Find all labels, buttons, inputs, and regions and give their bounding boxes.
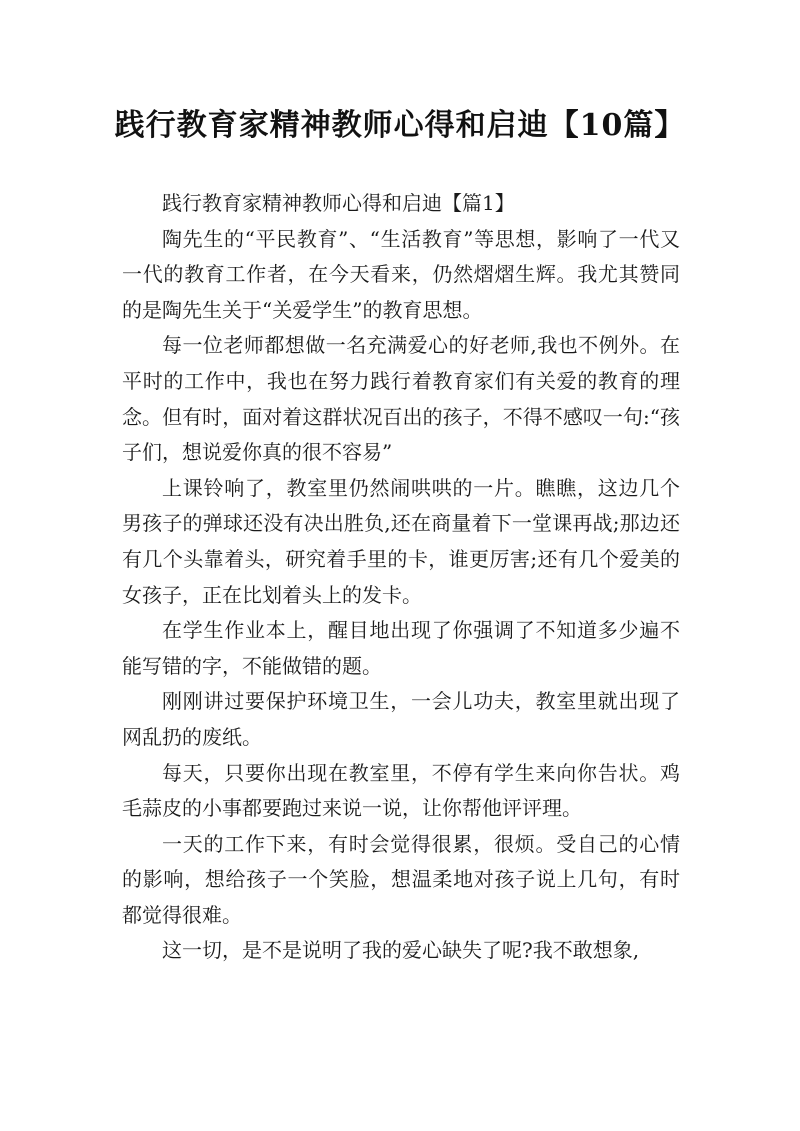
paragraph-7: 一天的工作下来，有时会觉得很累，很烦。受自己的心情的影响，想给孩子一个笑脸，想温柔地对孩子说上几句，有时都觉得很难。	[122, 831, 680, 927]
page-title: 践行教育家精神教师心得和启迪【10篇】	[114, 108, 686, 143]
paragraph-2: 每一位老师都想做一名充满爱心的好老师,我也不例外。在平时的工作中，我也在努力践行着教育家们有关爱的教育的理念。但有时，面对着这群状况百出的孩子，不得不感叹一句:“孩子们，想说爱你真的很不容易”	[122, 333, 680, 465]
paragraph-6: 每天，只要你出现在教室里，不停有学生来向你告状。鸡毛蒜皮的小事都要跑过来说一说，让你帮他评评理。	[122, 760, 680, 821]
paragraph-3: 上课铃响了，教室里仍然闹哄哄的一片。瞧瞧，这边几个男孩子的弹球还没有决出胜负,还在商量着下一堂课再战;那边还有几个头靠着头，研究着手里的卡，谁更厉害;还有几个爱美的女孩子，正在比划着头上的发卡。	[122, 475, 680, 607]
paragraph-5: 刚刚讲过要保护环境卫生，一会儿功夫，教室里就出现了网乱扔的废纸。	[122, 689, 680, 749]
paragraph-1: 陶先生的“平民教育”、“生活教育”等思想，影响了一代又一代的教育工作者，在今天看来，仍然熠熠生辉。我尤其赞同的是陶先生关于“关爱学生”的教育思想。	[122, 226, 680, 322]
document-body	[122, 186, 680, 969]
section-heading: 践行教育家精神教师心得和启迪【篇1】	[162, 191, 515, 215]
paragraph-4: 在学生作业本上，醒目地出现了你强调了不知道多少遍不能写错的字，不能做错的题。	[122, 618, 680, 678]
paragraph-8: 这一切，是不是说明了我的爱心缺失了呢?我不敢想象,	[162, 938, 640, 963]
